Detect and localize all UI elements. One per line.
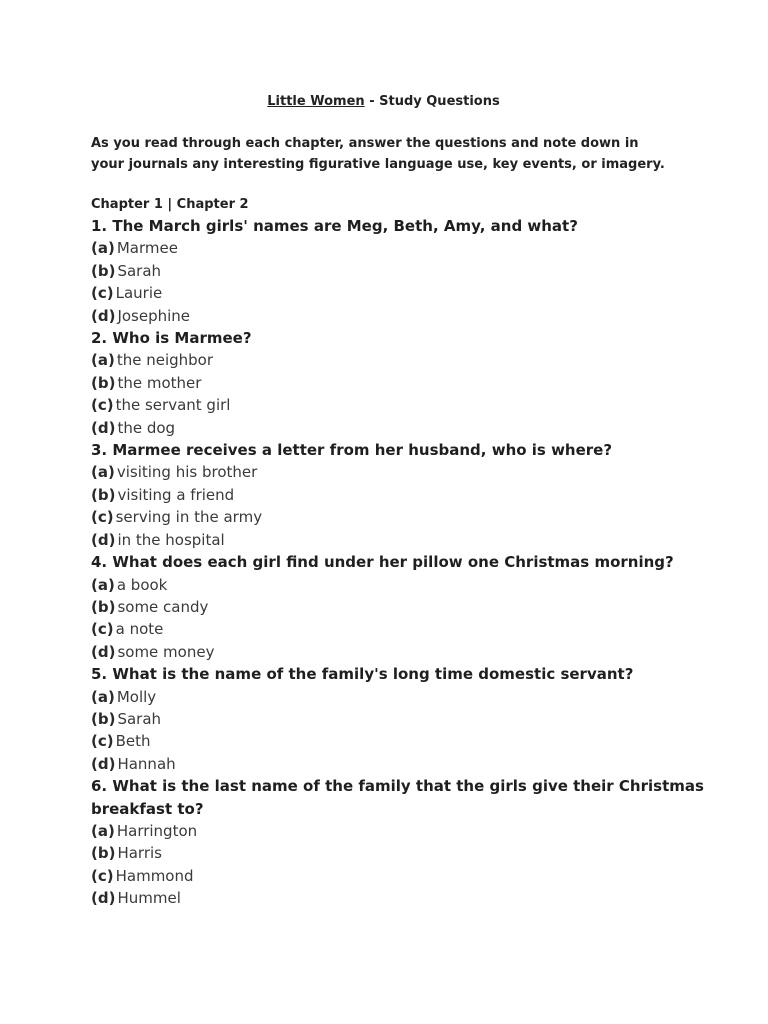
- option-letter: (b): [91, 261, 116, 280]
- answer-option: [91, 708, 711, 730]
- answer-option: [91, 394, 711, 416]
- option-letter: (a): [91, 687, 115, 706]
- option-letter: (a): [91, 821, 115, 840]
- document-page: [91, 92, 711, 910]
- answer-option: [91, 461, 711, 483]
- option-letter: (a): [91, 239, 115, 258]
- answer-option: [91, 686, 711, 708]
- option-text: the dog: [117, 418, 176, 437]
- option-text: Marmee: [116, 239, 178, 258]
- option-text: visiting a friend: [117, 485, 235, 504]
- title-suffix: - Study Questions: [364, 94, 500, 109]
- answer-option: [91, 349, 711, 371]
- option-text: Molly: [116, 687, 157, 706]
- answer-option: [91, 753, 711, 775]
- option-letter: (c): [91, 284, 114, 303]
- option-text: Laurie: [115, 284, 163, 303]
- option-letter: (a): [91, 351, 115, 370]
- option-text: Josephine: [117, 306, 191, 325]
- answer-option: [91, 484, 711, 506]
- answer-option: [91, 820, 711, 842]
- answer-option: [91, 618, 711, 640]
- option-text: some candy: [117, 597, 209, 616]
- option-letter: (d): [91, 306, 116, 325]
- option-letter: (b): [91, 844, 116, 863]
- option-letter: (d): [91, 889, 116, 908]
- answer-option: [91, 417, 711, 439]
- question-list: [91, 215, 711, 910]
- question-text: 1. The March girls' names are Meg, Beth, Amy, and what?: [91, 217, 578, 235]
- answer-option: [91, 282, 711, 304]
- option-letter: (c): [91, 508, 114, 527]
- answer-option: [91, 529, 711, 551]
- option-text: a note: [115, 620, 164, 639]
- answer-option: [91, 237, 711, 259]
- option-text: Hummel: [117, 889, 181, 908]
- answer-option: [91, 887, 711, 909]
- option-text: a book: [116, 575, 168, 594]
- option-letter: (c): [91, 732, 114, 751]
- answer-option: [91, 574, 711, 596]
- option-letter: (c): [91, 866, 114, 885]
- option-letter: (b): [91, 597, 116, 616]
- option-letter: (d): [91, 530, 116, 549]
- chapter-heading: Chapter 1 | Chapter 2: [91, 197, 249, 212]
- option-text: visiting his brother: [116, 463, 258, 482]
- option-letter: (b): [91, 709, 116, 728]
- option-letter: (d): [91, 642, 116, 661]
- answer-option: [91, 730, 711, 752]
- option-letter: (d): [91, 754, 116, 773]
- option-text: the servant girl: [115, 396, 231, 415]
- option-letter: (a): [91, 575, 115, 594]
- option-letter: (b): [91, 373, 116, 392]
- question-text: 4. What does each girl find under her pillow one Christmas morning?: [91, 553, 674, 572]
- answer-option: [91, 865, 711, 887]
- book-title: Little Women: [267, 94, 365, 109]
- option-text: Hammond: [115, 866, 194, 885]
- option-text: the mother: [117, 373, 202, 392]
- instructions: As you read through each chapter, answer the questions and note down in your journals any interesting figurative language use, key events, or imagery.: [91, 136, 665, 172]
- answer-option: [91, 372, 711, 394]
- option-text: the neighbor: [116, 351, 214, 370]
- option-text: serving in the army: [115, 508, 263, 527]
- option-letter: (b): [91, 485, 116, 504]
- page-title: [91, 92, 676, 112]
- option-text: Hannah: [117, 754, 176, 773]
- option-letter: (c): [91, 396, 114, 415]
- answer-option: [91, 641, 711, 663]
- question-text: 6. What is the last name of the family that the girls give their Christmas breakfast to?: [91, 777, 704, 818]
- answer-option: [91, 506, 711, 528]
- option-text: Beth: [115, 732, 151, 751]
- question-text: 2. Who is Marmee?: [91, 329, 252, 348]
- option-text: Harrington: [116, 821, 198, 840]
- answer-option: [91, 842, 711, 864]
- option-letter: (c): [91, 620, 114, 639]
- option-text: Harris: [117, 844, 162, 863]
- option-text: some money: [117, 642, 215, 661]
- question-text: 5. What is the name of the family's long time domestic servant?: [91, 665, 634, 684]
- answer-option: [91, 260, 711, 282]
- option-text: in the hospital: [117, 530, 225, 549]
- answer-option: [91, 305, 711, 327]
- answer-option: [91, 596, 711, 618]
- option-text: Sarah: [117, 709, 162, 728]
- option-letter: (d): [91, 418, 116, 437]
- option-letter: (a): [91, 463, 115, 482]
- option-text: Sarah: [117, 261, 162, 280]
- question-text: 3. Marmee receives a letter from her husband, who is where?: [91, 441, 613, 460]
